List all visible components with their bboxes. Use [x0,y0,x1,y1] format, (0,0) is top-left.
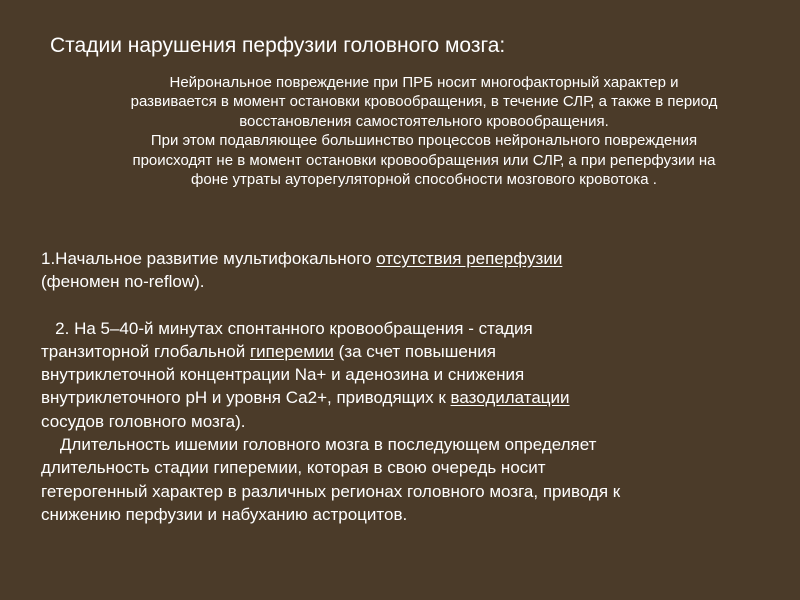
stage-2-text: транзиторной глобальной [41,341,250,361]
stage-1-line: (феномен no-reflow). [41,272,205,292]
intro-line: восстановления самостоятельного кровообращения. [239,112,609,130]
stage-2-text: внутриклеточного рН и уровня Са2+, приводящих к [41,388,451,408]
intro-line: происходят не в момент остановки кровообращения или СЛР, а при реперфузии на [132,151,716,169]
spacer [41,294,761,317]
duration-line: Длительность ишемии головного мозга в последующем определяет [41,435,597,455]
stage-1-line [41,247,761,270]
duration-line: гетерогенный характер в различных регионах головного мозга, приводя к [41,481,621,501]
slide-title: Стадии нарушения перфузии головного мозга: [50,34,506,57]
stage-2-line: 2. На 5–40-й минутах спонтанного кровообращения - стадия [41,318,533,338]
hyperemia-link[interactable]: гиперемии [249,341,334,361]
duration-line: снижению перфузии и набуханию астроцитов. [41,504,408,524]
vasodilation-link[interactable]: вазодилатации [450,388,570,408]
intro-line: развивается в момент остановки кровообращения, в течение СЛР, а также в период [130,93,718,111]
stage-1-text: 1.Начальное развитие мультифокального [41,249,377,268]
stage-2-line [41,340,761,363]
stages-text [41,247,761,526]
no-reperfusion-link[interactable]: отсутствия реперфузии [376,249,563,268]
intro-line: Нейрональное повреждение при ПРБ носит многофакторный характер и [169,74,679,91]
stage-2-line: внутриклеточной концентрации Na+ и аденозина и снижения [41,365,525,385]
duration-line: длительность стадии гиперемии, которая в свою очередь носит [41,458,546,478]
stage-2-line: сосудов головного мозга). [41,411,246,431]
intro-line: При этом подавляющее большинство процессов нейронального повреждения [150,132,698,150]
intro-line: фоне утраты ауторегуляторной способности мозгового кровотока . [191,171,657,189]
stage-2-text: (за счет повышения [333,341,496,361]
stage-2-line [41,386,761,409]
intro-paragraph [70,73,778,189]
